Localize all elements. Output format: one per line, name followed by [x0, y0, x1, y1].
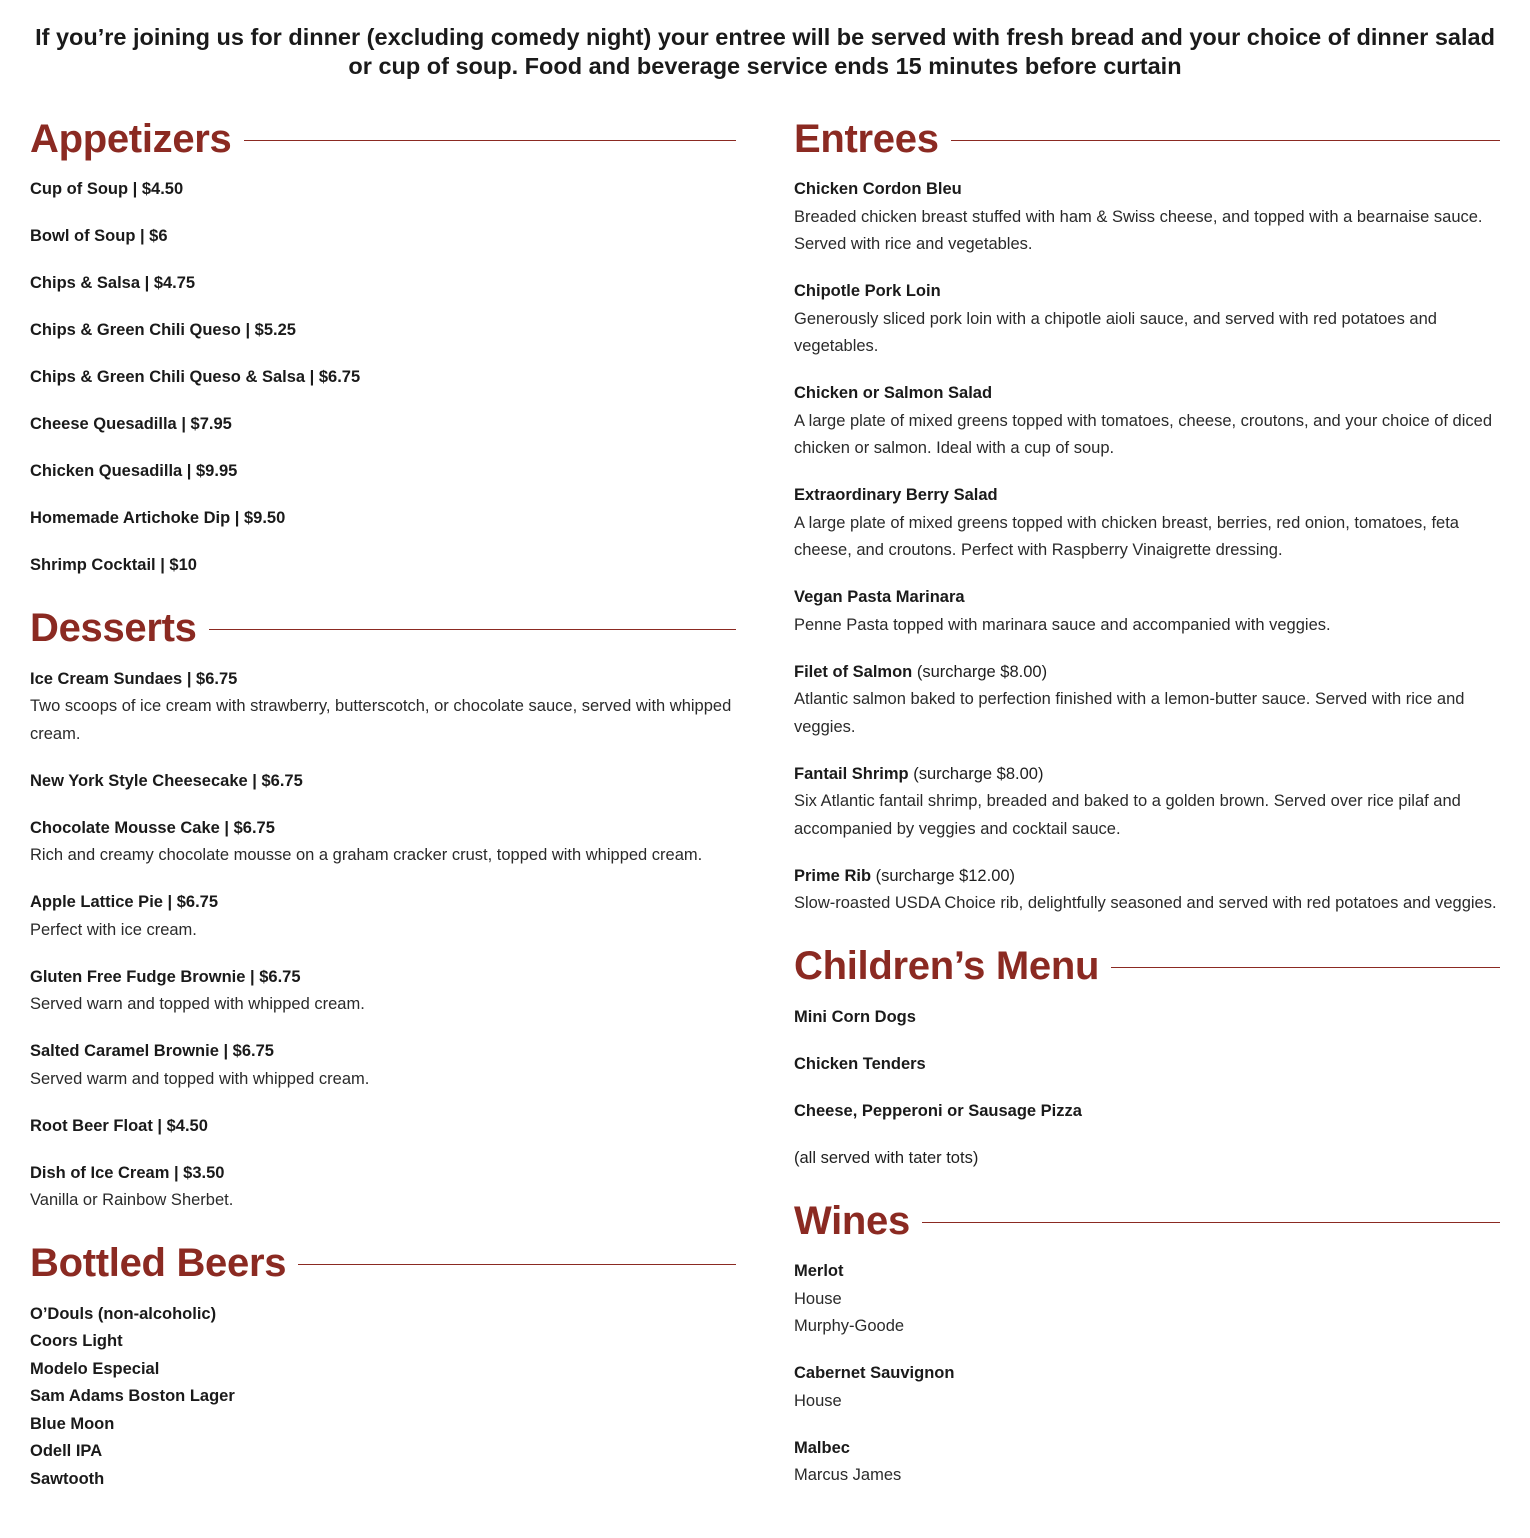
section-divider	[951, 140, 1500, 141]
item-name: Salted Caramel Brownie | $6.75	[30, 1042, 274, 1060]
appetizers-title: Appetizers	[30, 116, 232, 161]
item-name: Mini Corn Dogs	[794, 1007, 916, 1026]
menu-item	[30, 552, 736, 580]
wines-section	[794, 1194, 1500, 1490]
wine-option: House	[794, 1391, 842, 1410]
entrees-title: Entrees	[794, 116, 939, 161]
childrens-menu-note: (all served with tater tots)	[794, 1148, 979, 1167]
menu-item	[30, 458, 736, 486]
item-description: Penne Pasta topped with marinara sauce and accompanied with veggies.	[794, 615, 1331, 634]
surcharge-note: (surcharge $12.00)	[875, 866, 1016, 885]
right-column	[794, 112, 1500, 1512]
menu-item	[30, 815, 736, 870]
menu-item	[794, 380, 1500, 463]
desserts-section	[30, 602, 736, 1215]
desserts-header	[30, 602, 736, 656]
item-name: Bowl of Soup | $6	[30, 227, 168, 245]
item-description: Generously sliced pork loin with a chipotle aioli sauce, and served with red potatoes and vegetables.	[794, 309, 1437, 355]
item-name: Cup of Soup | $4.50	[30, 180, 184, 198]
beer-item: Coors Light	[30, 1332, 123, 1350]
item-name: Shrimp Cocktail | $10	[30, 556, 197, 574]
menu-item	[794, 482, 1500, 565]
wine-name: Malbec	[794, 1438, 850, 1457]
menu-item	[30, 411, 736, 439]
item-name: Prime Rib	[794, 866, 872, 885]
menu-item	[794, 863, 1500, 918]
entrees-section	[794, 112, 1500, 918]
item-name: Chipotle Pork Loin	[794, 282, 941, 300]
beer-item: Sam Adams Boston Lager	[30, 1387, 235, 1405]
wine-item	[794, 1360, 1500, 1415]
section-divider	[209, 629, 736, 630]
menu-item	[30, 1038, 736, 1093]
item-name: Chicken or Salmon Salad	[794, 384, 993, 402]
wine-option: Marcus James	[794, 1466, 902, 1484]
item-name: Fantail Shrimp	[794, 764, 909, 783]
beers-header	[30, 1237, 736, 1291]
item-description: Rich and creamy chocolate mousse on a graham cracker crust, topped with whipped cream.	[30, 846, 703, 864]
wine-name: Merlot	[794, 1262, 844, 1280]
item-description: Served warn and topped with whipped cream.	[30, 995, 365, 1013]
item-name: Chocolate Mousse Cake | $6.75	[30, 818, 275, 837]
menu-item	[794, 1098, 1500, 1126]
item-name: Chicken Cordon Bleu	[794, 180, 962, 198]
wine-option: House	[794, 1289, 842, 1308]
childrens-menu-title: Children’s Menu	[794, 944, 1100, 988]
wines-header	[794, 1194, 1500, 1248]
menu-item	[30, 1160, 736, 1215]
item-name: Chips & Green Chili Queso & Salsa | $6.75	[30, 368, 361, 386]
item-name: Extraordinary Berry Salad	[794, 486, 998, 504]
menu-item	[30, 176, 736, 204]
item-name: Ice Cream Sundaes | $6.75	[30, 669, 238, 688]
wine-item	[794, 1435, 1500, 1490]
menu-item	[794, 1004, 1500, 1032]
intro-text: If you’re joining us for dinner (excluding comedy night) your entree will be served with fresh bread and your choice of dinner salad or cup of soup. Food and beverage service ends 15 minutes before curtain	[35, 24, 1495, 79]
item-description: A large plate of mixed greens topped with tomatoes, cheese, croutons, and your choice of diced chicken or salmon. Ideal with a cup of soup.	[794, 411, 1493, 457]
surcharge-note: (surcharge $8.00)	[913, 764, 1044, 783]
item-name: Root Beer Float | $4.50	[30, 1116, 208, 1135]
item-description: Breaded chicken breast stuffed with ham & Swiss cheese, and topped with a bearnaise sauce. Served with rice and vegetables.	[794, 207, 1483, 253]
menu-item	[30, 505, 736, 533]
menu-item	[30, 964, 736, 1019]
menu-item	[30, 223, 736, 251]
item-description: Six Atlantic fantail shrimp, breaded and baked to a golden brown. Served over rice pilaf and accompanied by veggies and cocktail sauce.	[794, 792, 1461, 838]
childrens-menu-section	[794, 940, 1500, 1173]
item-description: Atlantic salmon baked to perfection finished with a lemon-butter sauce. Served with rice and veggies.	[794, 690, 1465, 736]
item-name: Filet of Salmon	[794, 662, 913, 681]
wines-title: Wines	[794, 1198, 910, 1243]
menu-item	[794, 1051, 1500, 1079]
item-name: Gluten Free Fudge Brownie | $6.75	[30, 967, 301, 986]
surcharge-note: (surcharge $8.00)	[916, 662, 1048, 681]
menu-item	[30, 768, 736, 796]
menu-item	[794, 659, 1500, 742]
beer-item: Sawtooth	[30, 1469, 105, 1488]
menu-item	[30, 317, 736, 345]
item-name: Apple Lattice Pie | $6.75	[30, 893, 219, 911]
item-description: A large plate of mixed greens topped with chicken breast, berries, red onion, tomatoes, feta cheese, and croutons. Perfect with Raspberry Vinaigrette dressing.	[794, 513, 1459, 559]
section-divider	[298, 1264, 736, 1265]
wine-item	[794, 1258, 1500, 1341]
section-divider	[922, 1222, 1500, 1223]
childrens-menu-header	[794, 940, 1500, 994]
section-divider	[1111, 967, 1500, 968]
item-description: Slow-roasted USDA Choice rib, delightfully seasoned and served with red potatoes and veggies.	[794, 894, 1497, 912]
appetizers-header	[30, 112, 736, 166]
beer-item: Blue Moon	[30, 1414, 115, 1433]
desserts-title: Desserts	[30, 606, 197, 650]
item-name: Cheese, Pepperoni or Sausage Pizza	[794, 1101, 1082, 1120]
menu-item	[794, 176, 1500, 259]
beer-item: Odell IPA	[30, 1442, 103, 1460]
beer-item: Modelo Especial	[30, 1359, 160, 1378]
menu-item	[794, 761, 1500, 844]
appetizers-section	[30, 112, 736, 580]
item-name: Chips & Green Chili Queso | $5.25	[30, 321, 296, 339]
wine-option: Murphy-Goode	[794, 1317, 905, 1335]
menu-item	[794, 278, 1500, 361]
beers-title: Bottled Beers	[30, 1241, 287, 1285]
menu-item	[30, 1113, 736, 1141]
section-divider	[244, 140, 737, 141]
item-name: Homemade Artichoke Dip | $9.50	[30, 509, 286, 527]
menu-item	[30, 270, 736, 298]
menu-item	[30, 666, 736, 749]
item-description: Vanilla or Rainbow Sherbet.	[30, 1191, 234, 1209]
item-description: Perfect with ice cream.	[30, 920, 197, 939]
item-name: Chips & Salsa | $4.75	[30, 274, 196, 292]
wine-name: Cabernet Sauvignon	[794, 1364, 955, 1382]
item-description: Served warm and topped with whipped cream.	[30, 1069, 370, 1088]
item-name: New York Style Cheesecake | $6.75	[30, 771, 303, 790]
item-name: Chicken Tenders	[794, 1054, 926, 1073]
item-name: Cheese Quesadilla | $7.95	[30, 415, 232, 433]
menu-item	[30, 364, 736, 392]
entrees-header	[794, 112, 1500, 166]
beer-item: O’Douls (non-alcoholic)	[30, 1304, 217, 1323]
beers-section	[30, 1237, 736, 1494]
item-name: Vegan Pasta Marinara	[794, 588, 965, 606]
menu-item	[794, 584, 1500, 639]
menu-item	[30, 889, 736, 944]
item-description: Two scoops of ice cream with strawberry, butterscotch, or chocolate sauce, served with whipped cream.	[30, 697, 732, 743]
item-name: Chicken Quesadilla | $9.95	[30, 462, 238, 480]
item-name: Dish of Ice Cream | $3.50	[30, 1163, 225, 1182]
left-column	[30, 112, 736, 1515]
